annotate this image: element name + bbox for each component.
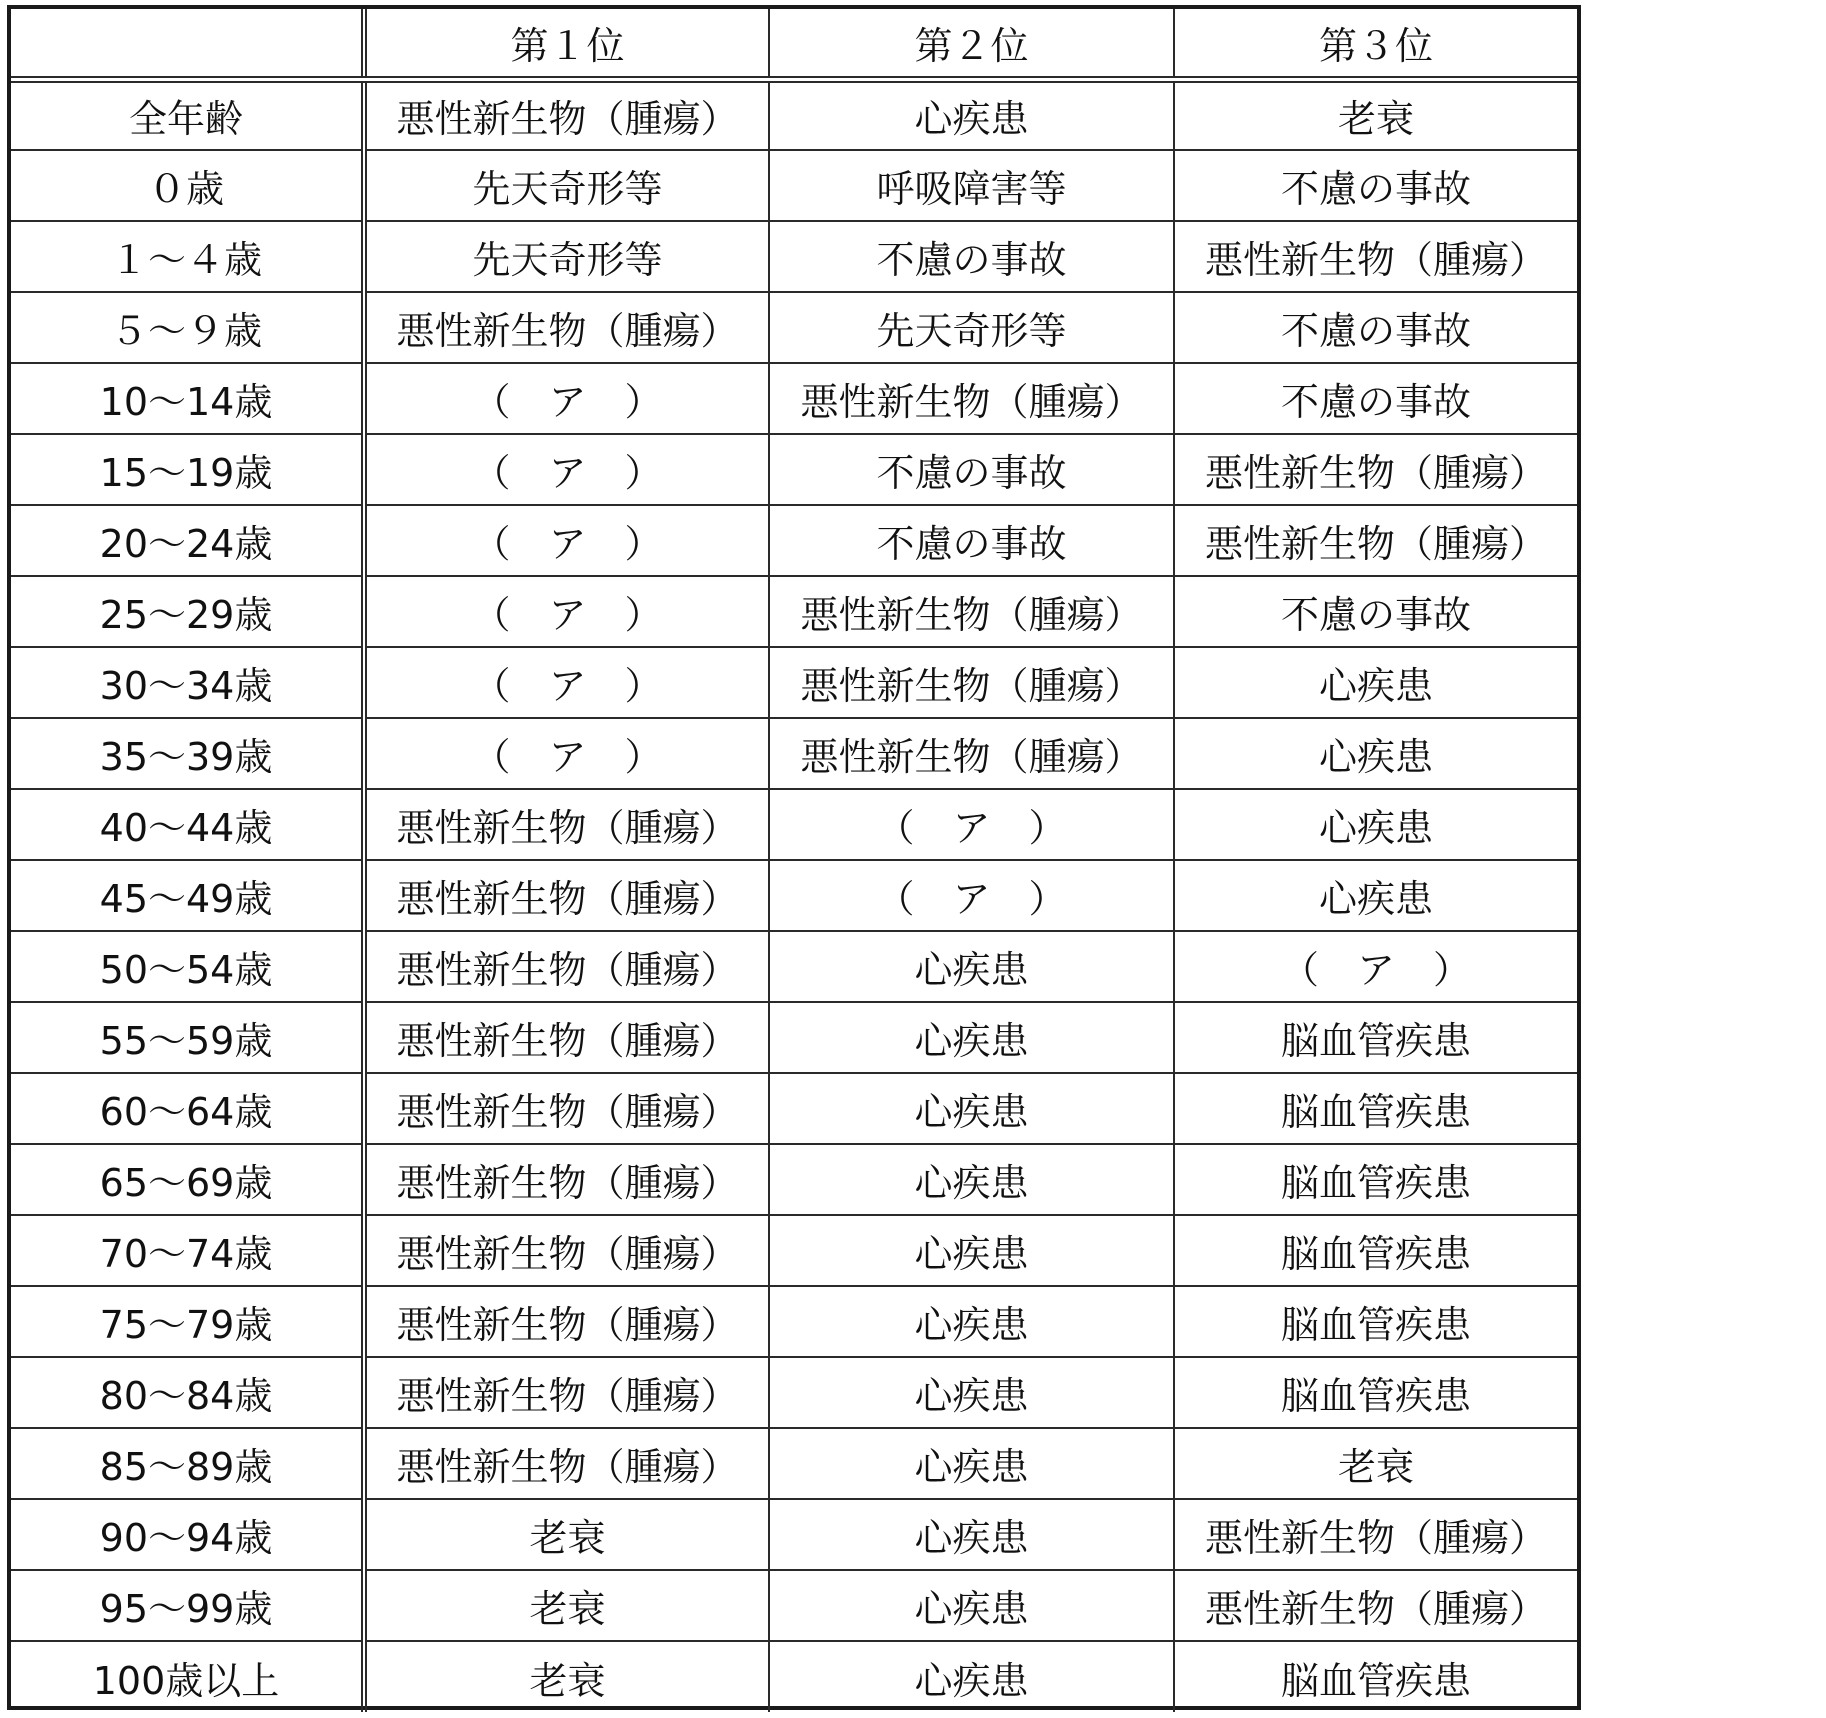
table-row	[11, 150, 1577, 221]
table-row	[11, 79, 1577, 150]
table-row	[11, 1144, 1577, 1215]
rank1-cell: 悪性新生物（腫瘍）	[364, 1215, 769, 1286]
rank1-cell: 悪性新生物（腫瘍）	[364, 1357, 769, 1428]
rank2-cell: 呼吸障害等	[769, 150, 1174, 221]
table-row	[11, 292, 1577, 363]
rank1-cell: 老衰	[364, 1499, 769, 1570]
rank2-cell: 心疾患	[769, 79, 1174, 150]
rank2-cell: 悪性新生物（腫瘍）	[769, 576, 1174, 647]
table-row	[11, 576, 1577, 647]
rank3-cell: 心疾患	[1174, 860, 1577, 931]
rank2-cell: 先天奇形等	[769, 292, 1174, 363]
table-row	[11, 1570, 1577, 1641]
age-cell: 70～74歳	[11, 1215, 364, 1286]
rank3-cell: 悪性新生物（腫瘍）	[1174, 434, 1577, 505]
table-row	[11, 1428, 1577, 1499]
rank2-cell: （ ア ）	[769, 860, 1174, 931]
rank1-cell: （ ア ）	[364, 576, 769, 647]
table-row	[11, 434, 1577, 505]
rank3-header: 第３位	[1174, 9, 1577, 79]
table-row	[11, 1357, 1577, 1428]
rank3-cell: 心疾患	[1174, 647, 1577, 718]
rank1-cell: 悪性新生物（腫瘍）	[364, 1286, 769, 1357]
rank1-cell: 悪性新生物（腫瘍）	[364, 79, 769, 150]
rank3-cell: 心疾患	[1174, 789, 1577, 860]
rank3-cell: 老衰	[1174, 79, 1577, 150]
table-row	[11, 221, 1577, 292]
cause-of-death-ranking-frame	[7, 5, 1581, 1710]
rank1-cell: （ ア ）	[364, 434, 769, 505]
rank2-cell: 心疾患	[769, 1144, 1174, 1215]
rank1-cell: 悪性新生物（腫瘍）	[364, 860, 769, 931]
rank1-cell: 悪性新生物（腫瘍）	[364, 1002, 769, 1073]
table-row	[11, 931, 1577, 1002]
age-cell: 75～79歳	[11, 1286, 364, 1357]
rank2-cell: 心疾患	[769, 1002, 1174, 1073]
rank1-cell: （ ア ）	[364, 647, 769, 718]
rank3-cell: 不慮の事故	[1174, 363, 1577, 434]
age-cell: 20～24歳	[11, 505, 364, 576]
age-cell: 全年齢	[11, 79, 364, 150]
rank1-cell: （ ア ）	[364, 505, 769, 576]
table-row	[11, 1641, 1577, 1712]
rank3-cell: 脳血管疾患	[1174, 1073, 1577, 1144]
age-header-cell	[11, 9, 364, 79]
rank1-cell: 悪性新生物（腫瘍）	[364, 1073, 769, 1144]
rank2-cell: 心疾患	[769, 1286, 1174, 1357]
rank2-cell: 心疾患	[769, 931, 1174, 1002]
rank3-cell: 悪性新生物（腫瘍）	[1174, 221, 1577, 292]
rank3-cell: 脳血管疾患	[1174, 1002, 1577, 1073]
rank3-cell: 悪性新生物（腫瘍）	[1174, 1499, 1577, 1570]
table-row	[11, 789, 1577, 860]
cause-of-death-ranking-table	[11, 9, 1577, 1712]
rank2-cell: 心疾患	[769, 1357, 1174, 1428]
rank1-cell: （ ア ）	[364, 363, 769, 434]
age-cell: ０歳	[11, 150, 364, 221]
rank2-cell: 心疾患	[769, 1641, 1174, 1712]
age-cell: 80～84歳	[11, 1357, 364, 1428]
rank2-cell: （ ア ）	[769, 789, 1174, 860]
age-cell: 60～64歳	[11, 1073, 364, 1144]
rank2-header: 第２位	[769, 9, 1174, 79]
age-cell: 55～59歳	[11, 1002, 364, 1073]
rank3-cell: 不慮の事故	[1174, 292, 1577, 363]
rank1-cell: 老衰	[364, 1570, 769, 1641]
rank2-cell: 悪性新生物（腫瘍）	[769, 363, 1174, 434]
rank3-cell: 不慮の事故	[1174, 150, 1577, 221]
rank3-cell: 悪性新生物（腫瘍）	[1174, 505, 1577, 576]
age-cell: 45～49歳	[11, 860, 364, 931]
table-row	[11, 718, 1577, 789]
rank1-header: 第１位	[364, 9, 769, 79]
age-cell: １～４歳	[11, 221, 364, 292]
age-cell: 90～94歳	[11, 1499, 364, 1570]
age-cell: 100歳以上	[11, 1641, 364, 1712]
rank3-cell: 悪性新生物（腫瘍）	[1174, 1570, 1577, 1641]
rank3-cell: 脳血管疾患	[1174, 1641, 1577, 1712]
age-cell: 65～69歳	[11, 1144, 364, 1215]
age-cell: 10～14歳	[11, 363, 364, 434]
rank2-cell: 悪性新生物（腫瘍）	[769, 718, 1174, 789]
age-cell: 25～29歳	[11, 576, 364, 647]
age-cell: 40～44歳	[11, 789, 364, 860]
header-row	[11, 9, 1577, 79]
table-row	[11, 647, 1577, 718]
table-row	[11, 505, 1577, 576]
rank2-cell: 心疾患	[769, 1215, 1174, 1286]
rank2-cell: 心疾患	[769, 1570, 1174, 1641]
table-body	[11, 79, 1577, 1712]
rank2-cell: 悪性新生物（腫瘍）	[769, 647, 1174, 718]
rank1-cell: 先天奇形等	[364, 221, 769, 292]
table-row	[11, 1002, 1577, 1073]
rank1-cell: 先天奇形等	[364, 150, 769, 221]
rank2-cell: 心疾患	[769, 1428, 1174, 1499]
rank2-cell: 不慮の事故	[769, 505, 1174, 576]
rank3-cell: 脳血管疾患	[1174, 1357, 1577, 1428]
age-cell: 50～54歳	[11, 931, 364, 1002]
rank3-cell: 脳血管疾患	[1174, 1286, 1577, 1357]
rank2-cell: 不慮の事故	[769, 221, 1174, 292]
rank2-cell: 心疾患	[769, 1073, 1174, 1144]
table-row	[11, 860, 1577, 931]
rank3-cell: 老衰	[1174, 1428, 1577, 1499]
rank3-cell: 心疾患	[1174, 718, 1577, 789]
rank1-cell: 悪性新生物（腫瘍）	[364, 931, 769, 1002]
table-row	[11, 1073, 1577, 1144]
age-cell: 85～89歳	[11, 1428, 364, 1499]
table-row	[11, 363, 1577, 434]
table-row	[11, 1499, 1577, 1570]
rank1-cell: 悪性新生物（腫瘍）	[364, 1428, 769, 1499]
rank1-cell: 老衰	[364, 1641, 769, 1712]
rank1-cell: 悪性新生物（腫瘍）	[364, 789, 769, 860]
rank3-cell: 脳血管疾患	[1174, 1215, 1577, 1286]
rank1-cell: （ ア ）	[364, 718, 769, 789]
rank1-cell: 悪性新生物（腫瘍）	[364, 1144, 769, 1215]
age-cell: ５～９歳	[11, 292, 364, 363]
table-header	[11, 9, 1577, 79]
table-row	[11, 1286, 1577, 1357]
rank3-cell: （ ア ）	[1174, 931, 1577, 1002]
rank3-cell: 不慮の事故	[1174, 576, 1577, 647]
rank2-cell: 心疾患	[769, 1499, 1174, 1570]
age-cell: 15～19歳	[11, 434, 364, 505]
age-cell: 35～39歳	[11, 718, 364, 789]
age-cell: 30～34歳	[11, 647, 364, 718]
rank1-cell: 悪性新生物（腫瘍）	[364, 292, 769, 363]
rank2-cell: 不慮の事故	[769, 434, 1174, 505]
age-cell: 95～99歳	[11, 1570, 364, 1641]
rank3-cell: 脳血管疾患	[1174, 1144, 1577, 1215]
table-row	[11, 1215, 1577, 1286]
